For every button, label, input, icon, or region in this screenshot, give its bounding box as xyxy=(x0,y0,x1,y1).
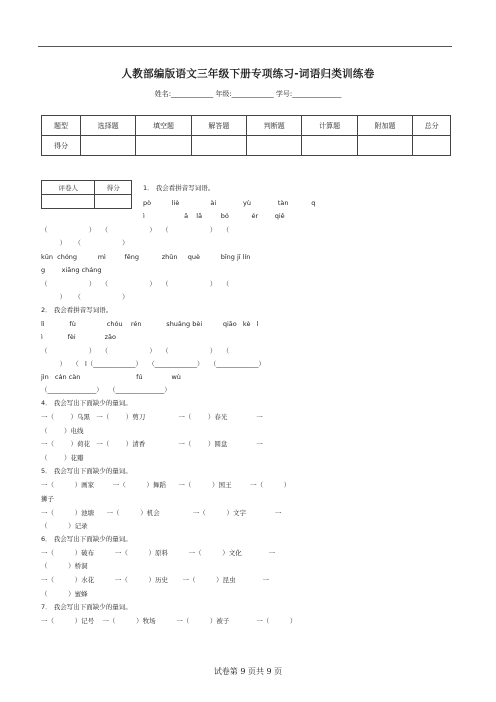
score-cell[interactable] xyxy=(136,136,191,156)
question-line: lì fù chóu rén shuāng bèi qiāo kè l xyxy=(41,320,259,328)
question-line: （_______________） （_______________） xyxy=(41,386,171,394)
question-line: 一（ ）荷花 一（ ）清香 一（ ）圆盘 一 xyxy=(41,440,263,448)
question-line: 一（ ）画家 一（ ）舞蹈 一（ ）国王 一（ ） xyxy=(41,481,291,489)
question-line: ） （ l（_____________） （_____________） （_____________） xyxy=(41,360,265,368)
score-header-cell: 判断题 xyxy=(247,116,302,136)
page-footer: 试卷第 9 页共 9 页 xyxy=(213,667,283,676)
score-header-cell: 填空题 xyxy=(136,116,191,136)
question-line: jìn cán càn fú wù xyxy=(41,373,181,381)
score-cell[interactable] xyxy=(191,136,246,156)
score-header-cell: 总分 xyxy=(413,116,451,136)
score-cell[interactable] xyxy=(247,136,302,156)
student-info-line: 姓名:____________ 年级:____________ 学号:______________ xyxy=(154,90,342,98)
question-line: ì fèi zāo xyxy=(41,333,116,341)
score-header-cell: 附加题 xyxy=(357,116,412,136)
score-header-cell: 题型 xyxy=(42,116,81,136)
question-line: （ ） （ ） （ ） （ xyxy=(41,226,230,234)
question-line: （ ） （ ） （ ） （ xyxy=(41,347,230,355)
question-line: g xiāng cháng xyxy=(41,266,102,274)
question-line: （ ）电线 xyxy=(41,427,84,435)
score-cell[interactable] xyxy=(81,136,136,156)
question-line: 狮子 xyxy=(41,495,54,503)
grader-name-cell[interactable] xyxy=(42,195,95,209)
page-title: 人教部编版语文三年级下册专项练习-词语归类训练卷 xyxy=(121,68,375,80)
score-table-header-row xyxy=(42,116,451,136)
score-table-score-row xyxy=(42,136,451,156)
score-table xyxy=(41,115,451,156)
question-line: 一（ ）池塘 一（ ）机会 一（ ）文字 一 xyxy=(41,509,282,517)
score-cell[interactable] xyxy=(302,136,357,156)
question-line: 5． 我会写出下面缺少的量词。 xyxy=(41,467,132,475)
question-line: （ ） （ ） （ ） （ xyxy=(41,280,230,288)
question-line: 一（ ）记号 一（ ）牧场 一（ ）被子 一（ ） xyxy=(41,617,297,625)
question-line: ） （ ） xyxy=(41,293,129,301)
grader-score-label: 得分 xyxy=(95,181,132,195)
grader-label: 评卷人 xyxy=(42,181,95,195)
grader-box xyxy=(41,180,132,209)
question-line: 1． 我会看拼音写词语。 xyxy=(143,184,215,192)
question-line: kūn chóng mì fēng zhǔn què bīng jī lín xyxy=(41,253,251,261)
grader-score-cell[interactable] xyxy=(95,195,132,209)
score-header-cell: 选择题 xyxy=(81,116,136,136)
score-cell[interactable] xyxy=(357,136,412,156)
question-line: ì ā lā bó ér qiě xyxy=(143,212,285,220)
question-line: 7． 我会写出下面缺少的量词。 xyxy=(41,603,132,611)
score-row-label: 得分 xyxy=(42,136,81,156)
question-line: pò liè ài yù tàn q xyxy=(143,199,316,207)
question-line: 4． 我会写出下面缺少的量词。 xyxy=(41,399,132,407)
question-line: 一（ ）水花 一（ ）历史 一（ ）昆虫 一 xyxy=(41,576,269,584)
top-rule xyxy=(38,46,452,47)
score-cell[interactable] xyxy=(413,136,451,156)
question-line: ） （ ） xyxy=(41,239,129,247)
question-line: （ ）记录 xyxy=(41,522,88,530)
question-line: （ ）蜜蜂 xyxy=(41,590,88,598)
score-header-cell: 解答题 xyxy=(191,116,246,136)
question-line: 一（ ）乌黑 一（ ）剪刀 一（ ）春光 一 xyxy=(41,413,263,421)
question-line: 6． 我会写出下面缺少的量词。 xyxy=(41,535,132,543)
question-line: 2． 我会看拼音写词语。 xyxy=(41,306,113,314)
question-line: （ ）桥洞 xyxy=(41,562,88,570)
score-header-cell: 计算题 xyxy=(302,116,357,136)
question-line: （ ）花瓣 xyxy=(41,454,84,462)
question-line: 一（ ）破布 一（ ）原料 一（ ）文化 一 xyxy=(41,549,276,557)
